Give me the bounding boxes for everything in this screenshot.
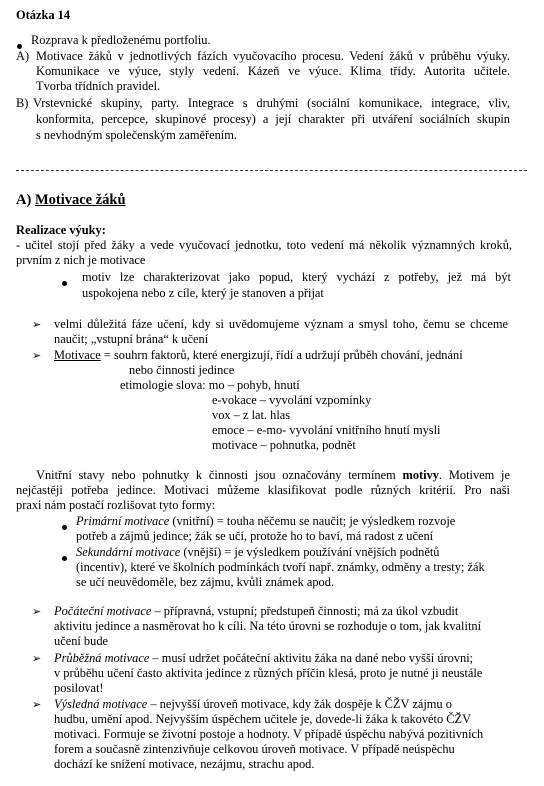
sekundarni-term: Sekundární motivace [76,545,181,559]
realizace-line-1: - učitel stojí před žáky a vede vyučovací jednotku, toto vedení má několik významných kroků, [16,238,512,252]
motivace-definition: = souhrn faktorů, které energizují, řídí a udržují průběh chování, jednání [100,348,463,362]
section-a-title: Motivace žáků [34,192,126,208]
para1-text-b: . Motivem je [438,468,510,482]
etym-line-3: emoce – e-mo- vyvolání vnitřního hnutí mysli [212,423,441,437]
pocatecni-line-1 [54,604,458,619]
intro-bullet-text: Rozprava k předloženému portfoliu. [31,33,211,47]
etym-line-2: vox – z lat. hlas [212,408,291,422]
para1-line-2: nejčastěji potřeba jedince. Motivaci můžeme klasifikovat podle různých kritérií. Pro naši [16,483,510,497]
arrow2-line-1 [54,348,463,363]
prubezna-line-2: v průběhu učení často aktivita jedince z různých příčin klesá, proto je nutné ji neustále [54,666,483,680]
vysledna-term: Výsledná motivace [54,697,148,711]
sekundarni-line-3: se učí neuvědoměle, bez zájmu, kvůli známek apod. [76,575,335,589]
section-a-prefix: A) [16,192,32,208]
dashed-separator [16,170,527,171]
vysledna-line-4: forem a současně zintenzivňuje celkovou úroveň motivace. V případě neúspěchu [54,742,455,756]
sekundarni-line-1 [76,545,439,560]
prubezna-line-3: posilovat! [54,681,104,695]
bullet-icon [62,550,67,565]
realizace-title: Realizace výuky: [16,223,106,237]
arrow2-line-3: etimologie slova: mo – pohyb, hnutí [120,378,300,392]
vysledna-line-5: dochází ke snížení motivace, nezájmu, strachu apod. [54,757,315,771]
intro-a-line-1: Motivace žáků v jednotlivých fázích vyučovacího procesu. Vedení žáků v průběhu výuky. [36,49,510,63]
pocatecni-term: Počáteční motivace [54,604,152,618]
primarni-term: Primární motivace [76,514,170,528]
intro-a-line-3: Tvorba třídních pravidel. [36,79,161,93]
arrowhead-icon: ➢ [32,698,42,711]
vysledna-line-3: motivaci. Formuje se životní postoje a hodnoty. V případě úspěchu nabývá pozitivních [54,727,484,741]
question-title: Otázka 14 [16,8,71,22]
prubezna-line-1 [54,651,473,666]
prubezna-text: – musí udržet počáteční aktivitu žáka na dané nebo vyšší úrovni; [149,651,474,665]
etym-line-4: motivace – pohnutka, podnět [212,438,356,452]
intro-a-line-2: Komunikace ve výuce, styly vedení. Kázeň ve výuce. Klima třídy. Autorita učitele. [36,64,510,78]
primarni-text: (vnitřní) = touha něčemu se naučit; je výsledkem rozvoje [169,514,456,528]
arrowhead-icon: ➢ [32,605,42,618]
arrow1-line-1: velmi důležitá fáze učení, kdy si uvědomujeme význam a smysl toho, čemu se chceme [54,317,508,331]
arrow2-line-2: nebo činnosti jedince [129,363,235,377]
pocatecni-line-3: učení bude [54,634,109,648]
prubezna-term: Průběžná motivace [54,651,150,665]
section-a-heading [16,192,126,209]
para1-line-3: praxi nám postačí rozlišovat tyto formy: [16,498,216,512]
intro-a-marker: A) [16,49,30,63]
motiv-bullet-line-1: motiv lze charakterizovat jako popud, který vychází z potřeby, jež má být [82,270,511,284]
vysledna-line-1 [54,697,452,712]
pocatecni-text: – přípravná, vstupní; předstupeň činnosti; má za úkol vzbudit [151,604,459,618]
sekundarni-text: (vnější) = je výsledkem používání vnějších podnětů [180,545,440,559]
bullet-icon [62,519,67,534]
intro-b-marker: B) [16,96,29,110]
motiv-bullet-line-2: uspokojena nebo z cíle, který je stanoven a přijat [82,286,324,300]
realizace-line-2: prvním z nich je motivace [16,253,146,267]
primarni-line-1 [76,514,455,529]
motivy-term: motivy [402,468,439,482]
arrowhead-icon: ➢ [32,652,42,665]
motivace-term: Motivace [54,348,101,362]
arrow1-line-2: naučit; „vstupní brána“ k učení [54,332,209,346]
vysledna-text: – nejvyšší úroveň motivace, kdy žák dospěje k ČŽV zájmu o [147,697,452,711]
bullet-icon [62,275,67,290]
para1-line-1 [36,468,510,483]
sekundarni-line-2: (incentiv), které ve školních podmínkách tvoří např. známky, odměny a tresty; žák [76,560,485,574]
arrowhead-icon: ➢ [32,318,42,331]
vysledna-line-2: hudbu, umění apod. Nejvyšším úspěchem učitele je, dovede-li žáka k takovéto ČŽV [54,712,472,726]
para1-text-a: Vnitřní stavy nebo pohnutky k činnosti jsou označovány termínem [36,468,403,482]
arrowhead-icon: ➢ [32,349,42,362]
intro-b-line-1: Vrstevnické skupiny, party. Integrace s druhými (sociální komunikace, integrace, vliv, [33,96,510,110]
etym-line-1: e-vokace – vyvolání vzpomínky [212,393,372,407]
intro-b-line-2: konformita, percepce, skupinové procesy) a její charakter při utváření sociálních skupin [36,112,510,126]
primarni-line-2: potřeb a zájmů jedince; žák se učí, protože ho to baví, má radost z učení [76,529,434,543]
pocatecni-line-2: aktivitu jedince a nasměrovat ho k cíli. Na této úrovni se rozhoduje o tom, jak kvalitní [54,619,482,633]
intro-b-line-3: s nevhodným společenským zaměřením. [36,128,237,142]
